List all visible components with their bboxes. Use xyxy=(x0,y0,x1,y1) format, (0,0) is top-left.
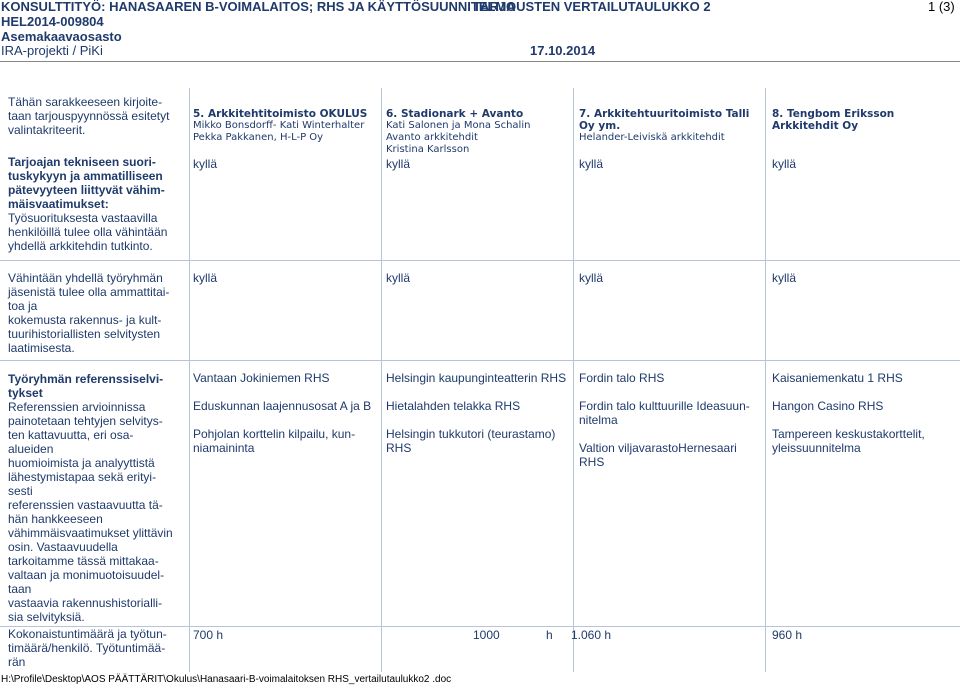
offer-6-hours-unit: h xyxy=(546,628,553,642)
reference-item: Hietalahden telakka RHS xyxy=(386,399,521,413)
criterion-heading-line: mäisvaatimukset: xyxy=(8,197,109,211)
criterion-text-line: referenssien vastaavuutta tä- xyxy=(8,498,163,512)
header-case-number: HEL2014-009804 xyxy=(1,14,104,29)
criterion-heading-line: tykset xyxy=(8,386,43,400)
criterion-heading-line: tuskykyyn ja ammatilliseen xyxy=(8,169,163,183)
criterion-text-line: Työsuorituksesta vastaavilla xyxy=(8,211,158,225)
row-divider xyxy=(0,260,960,261)
reference-item: Eduskunnan laajennusosat A ja B xyxy=(193,399,372,413)
reference-item: Pohjolan korttelin kilpailu, kun-niamaininta xyxy=(193,427,356,455)
criterion-text-line: yhdellä arkkitehdin tutkinto. xyxy=(8,239,153,253)
criteria-intro xyxy=(8,95,186,137)
criteria-intro-line: taan tarjouspyynnössä esitetyt xyxy=(8,109,170,123)
reference-item: Vantaan Jokiniemen RHS xyxy=(193,371,330,385)
criterion-heading-line: Tarjoajan tekniseen suori- xyxy=(8,155,156,169)
criterion-text-line: sesti xyxy=(8,484,33,498)
offer-8-references xyxy=(772,371,958,455)
criterion-text-line: Vähintään yhdellä työryhmän xyxy=(8,271,163,285)
criterion-text-line: rän xyxy=(8,655,26,669)
column-divider xyxy=(573,88,574,672)
offer-6-references xyxy=(386,371,571,455)
criteria-intro-line: valintakriteerit. xyxy=(8,123,86,137)
reference-item: Valtion viljavarastoHernesaari RHS xyxy=(579,441,737,469)
offer-8-hours: 960 h xyxy=(772,628,803,642)
reference-item: Hangon Casino RHS xyxy=(772,399,884,413)
reference-item: Fordin talo kulttuurille Ideasuun-nitelma xyxy=(579,399,750,427)
offer-5-header xyxy=(193,108,378,144)
criterion-text-line: vähimmäisvaatimukset ylittävin xyxy=(8,526,173,540)
criterion-text-line: timäärä/henkilö. Työtuntimää- xyxy=(8,641,166,655)
column-divider xyxy=(189,88,190,672)
offer-8-req1: kyllä xyxy=(772,157,797,171)
offer-people: Avanto arkkitehdit xyxy=(386,132,478,143)
offer-8-req2: kyllä xyxy=(772,271,797,285)
criterion-text-line: hän hankkeeseen xyxy=(8,512,103,526)
header-title: KONSULTTITYÖ: HANASAAREN B-VOIMALAITOS; RHS JA KÄYTTÖSUUNNITELMA xyxy=(1,0,516,14)
offer-title: 6. Stadionark + Avanto xyxy=(386,108,524,120)
criterion-text-line: painotetaan tehtyjen selvitys- xyxy=(8,414,163,428)
offer-people: Kristina Karlsson xyxy=(386,144,470,155)
header-table-title: TARJOUSTEN VERTAILUTAULUKKO 2 xyxy=(473,0,711,14)
criterion-text-line: valtaan ja monimuotoisuudel- xyxy=(8,568,165,582)
criterion-expertise xyxy=(8,271,186,355)
offer-5-references xyxy=(193,371,378,455)
offer-5-req2: kyllä xyxy=(193,271,218,285)
criterion-text-line: toa ja xyxy=(8,299,38,313)
reference-item: Helsingin tukkutori (teurastamo) RHS xyxy=(386,427,556,455)
offer-people: Helander-Leiviskä arkkitehdit xyxy=(579,132,725,143)
column-divider xyxy=(765,88,766,672)
row-divider xyxy=(0,360,960,361)
reference-item: Helsingin kaupunginteatterin RHS xyxy=(386,371,567,385)
header-rule xyxy=(0,61,960,62)
criterion-text-line: ten kattavuutta, eri osa- xyxy=(8,428,134,442)
header-project: IRA-projekti / PiKi xyxy=(1,43,103,58)
offer-6-req1: kyllä xyxy=(386,157,411,171)
criterion-references xyxy=(8,372,188,624)
offer-6-req2: kyllä xyxy=(386,271,411,285)
offer-title: 8. Tengbom Eriksson Arkkitehdit Oy xyxy=(772,108,895,132)
offer-7-references xyxy=(579,371,762,469)
criterion-heading-line: Työryhmän referenssiselvi- xyxy=(8,372,164,386)
offer-7-req2: kyllä xyxy=(579,271,604,285)
offer-6-header xyxy=(386,108,571,156)
reference-item: Tampereen keskustakorttelit, yleissuunnitelma xyxy=(772,427,925,455)
criterion-hours xyxy=(8,627,188,669)
offer-8-header xyxy=(772,108,958,132)
criterion-technical xyxy=(8,155,186,253)
reference-item: Fordin talo RHS xyxy=(579,371,665,385)
criteria-intro-line: Tähän sarakkeeseen kirjoite- xyxy=(8,95,163,109)
offer-people: Mikko Bonsdorff- Kati Winterhalter xyxy=(193,120,365,131)
criterion-text-line: jäsenistä tulee olla ammattitai- xyxy=(8,285,170,299)
offer-people: Kati Salonen ja Mona Schalin xyxy=(386,120,531,131)
criterion-text-line: sia selvityksiä. xyxy=(8,610,85,624)
criterion-text-line: vastaavia rakennushistorialli- xyxy=(8,596,163,610)
criterion-text-line: tarkoitamme tässä mittakaa- xyxy=(8,554,159,568)
file-path-footer: H:\Profile\Desktop\AOS PÄÄTTÄRIT\Okulus\Hanasaari-B-voimalaitoksen RHS_vertailutaulukko2 .doc xyxy=(1,674,452,685)
criterion-text-line: lähestymistapaa sekä erityi- xyxy=(8,470,157,484)
page-number: 1 (3) xyxy=(928,0,955,14)
criterion-text-line: huomioimista ja analyyttistä xyxy=(8,456,155,470)
criterion-text-line: Referenssien arvioinnissa xyxy=(8,400,146,414)
header-date: 17.10.2014 xyxy=(530,43,596,58)
criterion-text-line: kokemusta rakennus- ja kult- xyxy=(8,313,162,327)
offer-7-req1: kyllä xyxy=(579,157,604,171)
offer-6-hours: 1000 xyxy=(473,628,500,642)
offer-5-hours: 700 h xyxy=(193,628,224,642)
offer-5-req1: kyllä xyxy=(193,157,218,171)
criterion-text-line: Kokonaistuntimäärä ja työtun- xyxy=(8,627,167,641)
criterion-text-line: laatimisesta. xyxy=(8,341,75,355)
criterion-text-line: tuurihistoriallisten selvitysten xyxy=(8,327,161,341)
document-header xyxy=(0,0,960,60)
criterion-text-line: alueiden xyxy=(8,442,54,456)
column-divider xyxy=(381,88,382,672)
criterion-text-line: taan xyxy=(8,582,32,596)
offer-7-hours: 1.060 h xyxy=(571,628,612,642)
offer-people: Pekka Pakkanen, H-L-P Oy xyxy=(193,132,324,143)
criterion-text-line: henkilöillä tulee olla vähintään xyxy=(8,225,168,239)
reference-item: Kaisaniemenkatu 1 RHS xyxy=(772,371,903,385)
criterion-text-line: osin. Vastaavuudella xyxy=(8,540,118,554)
offer-7-header xyxy=(579,108,762,144)
offer-title: 7. Arkkitehtuuritoimisto Talli Oy ym. xyxy=(579,108,750,132)
offer-title: 5. Arkkitehtitoimisto OKULUS xyxy=(193,108,368,120)
header-department: Asemakaavaosasto xyxy=(1,29,122,44)
criterion-heading-line: pätevyyteen liittyvät vähim- xyxy=(8,183,165,197)
